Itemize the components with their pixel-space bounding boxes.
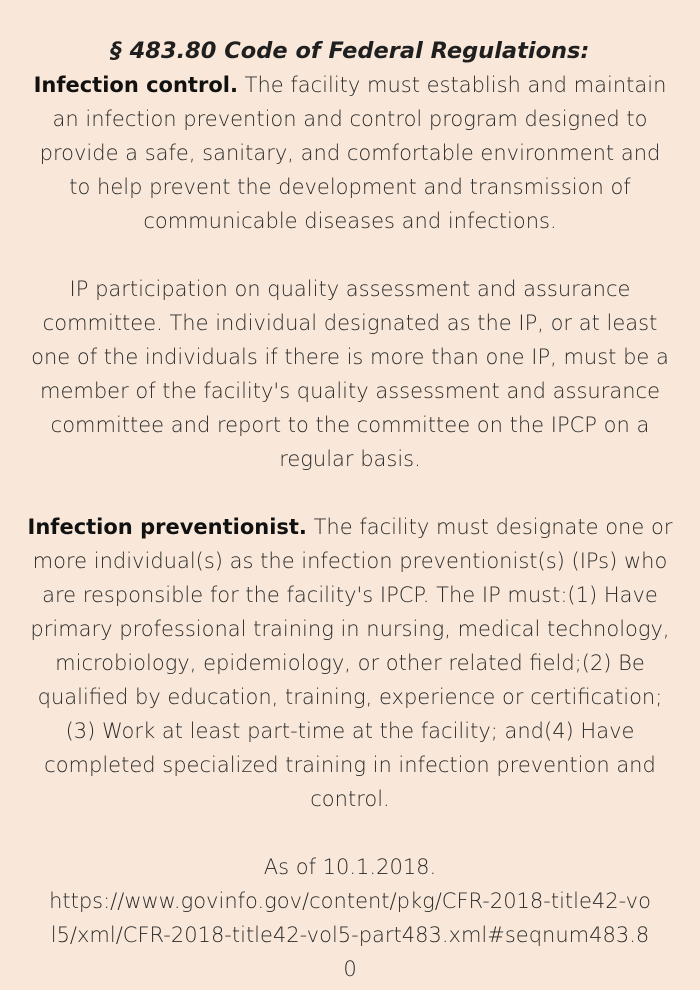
paragraph-spacer (26, 238, 674, 272)
infection-preventionist-paragraph (26, 510, 674, 816)
infection-control-text: The facility must establish and maintain an infection prevention and control program designed to provide a safe, sanitary, and comfortable environment and to help prevent the development and transmission of communicable diseases and infections. (39, 73, 667, 233)
infection-control-paragraph (26, 68, 674, 238)
source-date: As of 10.1.2018. (263, 855, 437, 879)
paragraph-spacer (26, 476, 674, 510)
infection-preventionist-text: The facility must designate one or more individual(s) as the infection preventionist(s) (IPs) who are responsible for the facility's IPCP. The IP must:(1) Have primary professional training in nursing, medical technology, microbiology, epidemiology, or other related field;(2) Be qualified by education, training, experience or certification;(3) Work at least part-time at the facility; and(4) Have completed specialized training in infection prevention and control. (30, 515, 673, 811)
infection-control-heading: Infection control. (33, 73, 238, 97)
infection-preventionist-heading: Infection preventionist. (27, 515, 307, 539)
paragraph-spacer (26, 816, 674, 850)
ip-participation-paragraph: IP participation on quality assessment and assurance committee. The individual designated as the IP, or at least one of the individuals if there is more than one IP, must be a member of the facility's quality assessment and assurance committee and report to the committee on the IPCP on a regular basis. (31, 277, 669, 471)
document-title: § 483.80 Code of Federal Regulations: (110, 38, 590, 64)
source-url: https://www.govinfo.gov/content/pkg/CFR-2018-title42-vol5/xml/CFR-2018-title42-vol5-part483.xml#seqnum483.80 (49, 889, 651, 981)
